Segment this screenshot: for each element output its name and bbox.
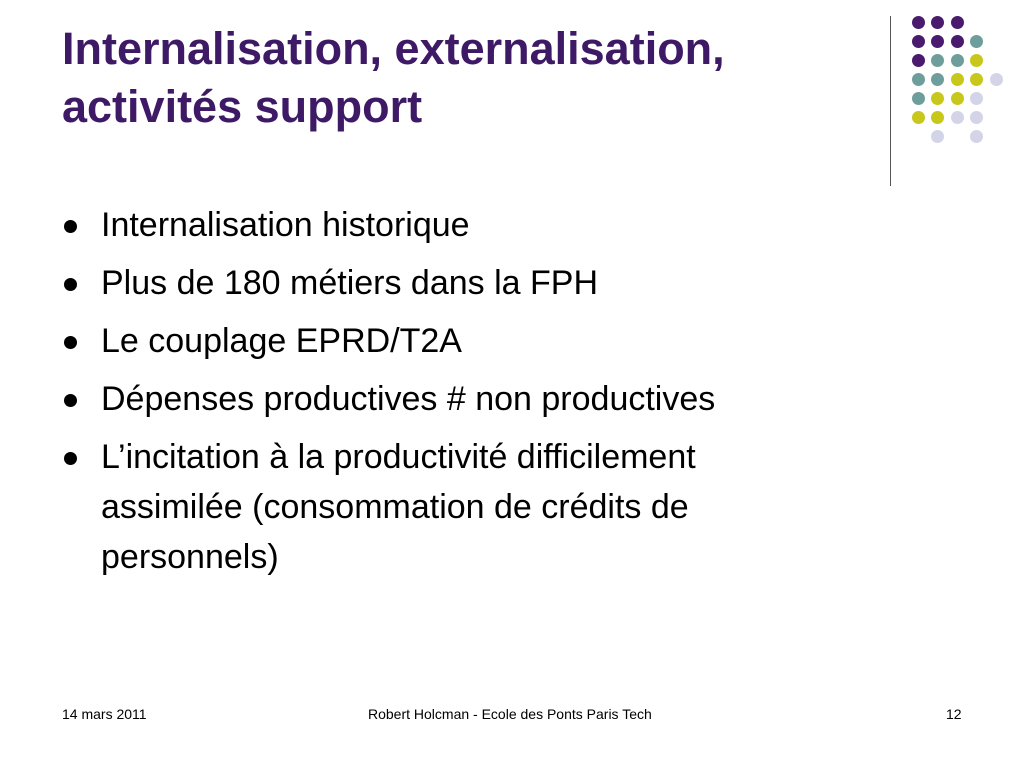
decorative-dot <box>912 92 925 105</box>
bullet-text: Dépenses productives # non productives <box>101 380 716 418</box>
decorative-dot <box>931 73 944 86</box>
bullet-item <box>62 316 922 366</box>
bullet-text-line: L’incitation à la productivité difficilement <box>101 438 696 476</box>
footer-date: 14 mars 2011 <box>62 706 147 722</box>
bullet-item <box>62 432 922 582</box>
bullet-text: Plus de 180 métiers dans la FPH <box>101 264 599 302</box>
bullet-text-line: personnels) <box>101 538 279 576</box>
bullet-dot-icon <box>64 336 77 349</box>
bullet-item <box>62 374 922 424</box>
bullet-text-line: assimilée (consommation de crédits de <box>101 488 689 526</box>
decorative-dot <box>951 54 964 67</box>
bullet-dot-icon <box>64 278 77 291</box>
decorative-dot <box>970 130 983 143</box>
decorative-dot <box>931 35 944 48</box>
vertical-divider <box>890 16 891 186</box>
decorative-dot <box>931 111 944 124</box>
bullet-dot-icon <box>64 452 77 465</box>
decorative-dot <box>912 16 925 29</box>
bullet-dot-icon <box>64 394 77 407</box>
footer-page-number: 12 <box>946 706 962 722</box>
bullet-list <box>62 200 922 590</box>
decorative-dot <box>970 54 983 67</box>
decorative-dot <box>931 54 944 67</box>
bullet-item <box>62 258 922 308</box>
decorative-dot <box>912 111 925 124</box>
decorative-dot <box>970 73 983 86</box>
decorative-dot <box>951 111 964 124</box>
decorative-dot <box>912 54 925 67</box>
decorative-dot <box>931 16 944 29</box>
decorative-dot <box>931 130 944 143</box>
decorative-dot <box>951 92 964 105</box>
footer-author: Robert Holcman - Ecole des Ponts Paris Tech <box>368 706 652 722</box>
bullet-text: Internalisation historique <box>101 206 470 244</box>
slide-title-line: activités support <box>62 81 423 132</box>
decorative-dot <box>931 92 944 105</box>
decorative-dot <box>951 16 964 29</box>
bullet-dot-icon <box>64 220 77 233</box>
bullet-item <box>62 200 922 250</box>
bullet-text: Le couplage EPRD/T2A <box>101 322 462 360</box>
slide-title-line: Internalisation, externalisation, <box>62 23 725 74</box>
decorative-dot <box>912 73 925 86</box>
slide-title <box>62 20 892 136</box>
decorative-dot <box>990 73 1003 86</box>
decorative-dot <box>951 35 964 48</box>
decorative-dot <box>970 111 983 124</box>
decorative-dot <box>970 35 983 48</box>
decorative-dot <box>970 92 983 105</box>
decorative-dot <box>951 73 964 86</box>
decorative-dot <box>912 35 925 48</box>
